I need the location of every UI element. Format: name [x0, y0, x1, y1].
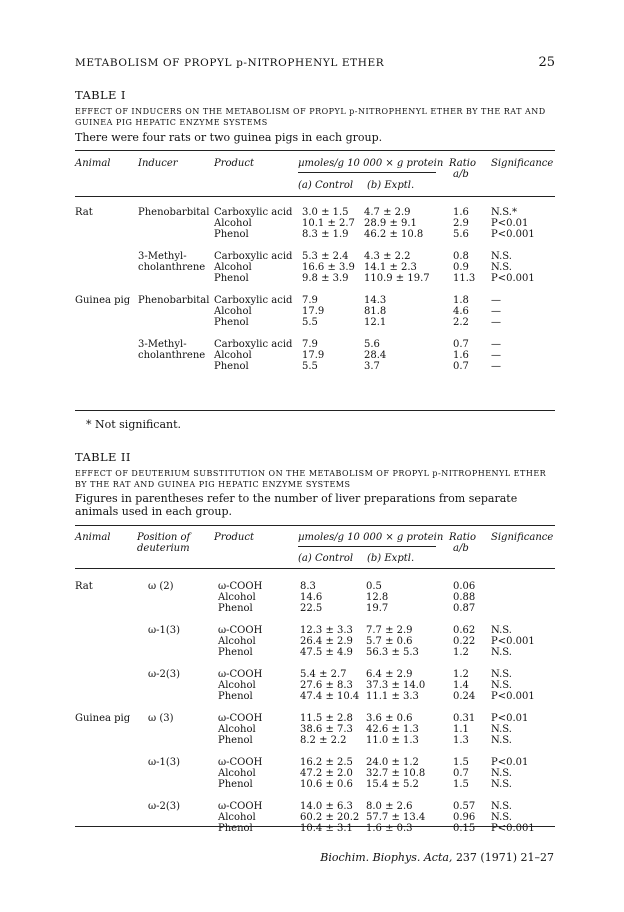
- table2-cell-significance: N.S.: [491, 680, 512, 691]
- table2-cell-exptl: 1.6 ± 0.3: [366, 823, 413, 834]
- table2-cell-ratio: 1.4: [453, 680, 469, 691]
- table2-cell-control: 60.2 ± 20.2: [300, 812, 360, 823]
- table1-cell-exptl: 110.9 ± 19.7: [364, 273, 430, 284]
- table1-cell-control: 7.9: [302, 295, 318, 306]
- table2-cell-product: Alcohol: [218, 724, 256, 735]
- table1-cell-exptl: 14.3: [364, 295, 387, 306]
- table2-cell-ratio: 1.3: [453, 735, 469, 746]
- table2-cell-product: ω-COOH: [218, 581, 263, 592]
- table1-cell-significance: P<0.001: [491, 273, 535, 284]
- table2-cell-ratio: 0.96: [453, 812, 476, 823]
- table2-header-deuterium: deuterium: [137, 543, 190, 554]
- table2-cell-exptl: 32.7 ± 10.8: [366, 768, 426, 779]
- table2-cell-control: 22.5: [300, 603, 323, 614]
- table2-cell-control: 10.4 ± 3.1: [300, 823, 353, 834]
- table2-cell-significance: P<0.001: [491, 636, 535, 647]
- table1-cell-product: Phenol: [214, 361, 249, 372]
- table2-cell-ratio: 0.31: [453, 713, 476, 724]
- table2-cell-significance: N.S.: [491, 669, 512, 680]
- table1-bottom-rule: [75, 410, 555, 411]
- table1-cell-exptl: 4.7 ± 2.9: [364, 207, 411, 218]
- page-number: 25: [538, 55, 555, 70]
- table1-title: EFFECT OF INDUCERS ON THE METABOLISM OF PROPYL p-NITROPHENYL ETHER BY THE RAT AND GUINEA PIG HEPATIC ENZYME SYSTEMS: [75, 107, 546, 127]
- journal-reference: 237 (1971) 21–27: [455, 851, 554, 864]
- table1-cell-animal: Rat: [75, 207, 93, 218]
- table2-header-control: (a) Control: [298, 553, 354, 564]
- table2-cell-control: 8.3: [300, 581, 316, 592]
- table1-header-subrule: [298, 172, 436, 173]
- table2-title: EFFECT OF DEUTERIUM SUBSTITUTION ON THE METABOLISM OF PROPYL p-NITROPHENYL ETHER BY THE RAT AND GUINEA PIG HEPATIC ENZYME SYSTEMS: [75, 469, 547, 489]
- table2-cell-control: 11.5 ± 2.8: [300, 713, 353, 724]
- table2-top-rule: [75, 525, 555, 526]
- table1-cell-exptl: 4.3 ± 2.2: [364, 251, 411, 262]
- table2-cell-significance: P<0.001: [491, 691, 535, 702]
- table2-cell-product: Phenol: [218, 735, 253, 746]
- table1-cell-control: 17.9: [302, 306, 325, 317]
- table2-cell-exptl: 7.7 ± 2.9: [366, 625, 413, 636]
- table1-cell-product: Carboxylic acid: [214, 251, 293, 262]
- journal-citation: [320, 851, 554, 864]
- table1-cell-significance: —: [491, 339, 501, 350]
- table2-cell-significance: P<0.01: [491, 757, 529, 768]
- table2-cell-exptl: 56.3 ± 5.3: [366, 647, 419, 658]
- table2-cell-control: 8.2 ± 2.2: [300, 735, 347, 746]
- table1-cell-product: Alcohol: [214, 262, 252, 273]
- table1-cell-inducer: 3-Methyl-: [138, 339, 187, 350]
- table2-cell-control: 47.4 ± 10.4: [300, 691, 360, 702]
- table2-header-rule: [75, 568, 555, 569]
- table1-cell-exptl: 81.8: [364, 306, 387, 317]
- table2-cell-exptl: 11.0 ± 1.3: [366, 735, 419, 746]
- table1-cell-control: 10.1 ± 2.7: [302, 218, 355, 229]
- table1-cell-inducer: Phenobarbital: [138, 207, 210, 218]
- table1-cell-significance: P<0.01: [491, 218, 529, 229]
- table2-cell-product: Alcohol: [218, 680, 256, 691]
- table2-cell-ratio: 1.1: [453, 724, 469, 735]
- table2-cell-product: ω-COOH: [218, 669, 263, 680]
- table1-header-rule: [75, 196, 555, 197]
- table2-cell-product: Phenol: [218, 779, 253, 790]
- table2-cell-significance: N.S.: [491, 779, 512, 790]
- table1-cell-control: 3.0 ± 1.5: [302, 207, 349, 218]
- table2-cell-ratio: 0.88: [453, 592, 476, 603]
- table1-cell-product: Alcohol: [214, 350, 252, 361]
- table2-cell-product: Phenol: [218, 603, 253, 614]
- table2-cell-product: ω-COOH: [218, 801, 263, 812]
- table2-header-product: Product: [214, 532, 254, 543]
- table1-header-product: Product: [214, 158, 254, 169]
- table2-cell-significance: P<0.01: [491, 713, 529, 724]
- table2-cell-exptl: 0.5: [366, 581, 382, 592]
- table1-header-ratio: Ratio: [449, 158, 476, 169]
- table1-cell-exptl: 3.7: [364, 361, 380, 372]
- table1-top-rule: [75, 150, 555, 151]
- table1-label: TABLE I: [75, 88, 126, 102]
- table1-cell-product: Phenol: [214, 317, 249, 328]
- table2-cell-control: 26.4 ± 2.9: [300, 636, 353, 647]
- table2-cell-ratio: 0.7: [453, 768, 469, 779]
- table1-cell-product: Alcohol: [214, 306, 252, 317]
- table2-cell-control: 38.6 ± 7.3: [300, 724, 353, 735]
- table2-cell-exptl: 37.3 ± 14.0: [366, 680, 426, 691]
- table2-cell-ratio: 0.62: [453, 625, 476, 636]
- table1-cell-ratio: 4.6: [453, 306, 469, 317]
- table2-cell-ratio: 0.24: [453, 691, 476, 702]
- table2-cell-exptl: 12.8: [366, 592, 389, 603]
- table1-cell-product: Carboxylic acid: [214, 295, 293, 306]
- table2-cell-position: ω-2(3): [148, 669, 181, 680]
- table2-cell-ratio: 1.2: [453, 647, 469, 658]
- table2-cell-control: 47.2 ± 2.0: [300, 768, 353, 779]
- table1-header-animal: Animal: [75, 158, 111, 169]
- table2-label: TABLE II: [75, 450, 131, 464]
- table2-cell-control: 14.6: [300, 592, 323, 603]
- table1-cell-significance: —: [491, 295, 501, 306]
- table1-cell-significance: —: [491, 306, 501, 317]
- table1-cell-significance: —: [491, 350, 501, 361]
- table2-cell-product: Alcohol: [218, 812, 256, 823]
- table2-header-significance: Significance: [491, 532, 554, 543]
- table1-cell-control: 5.5: [302, 361, 318, 372]
- table2-header-position: Position of: [137, 532, 191, 543]
- running-head-title: METABOLISM OF PROPYL p-NITROPHENYL ETHER: [75, 57, 385, 69]
- table1-note: There were four rats or two guinea pigs in each group.: [75, 131, 383, 144]
- table2-cell-ratio: 0.22: [453, 636, 476, 647]
- table2-cell-significance: N.S.: [491, 735, 512, 746]
- table1-cell-ratio: 2.2: [453, 317, 469, 328]
- table2-cell-position: ω-1(3): [148, 625, 181, 636]
- table2-header-exptl: (b) Exptl.: [367, 553, 415, 564]
- table1-cell-ratio: 1.6: [453, 207, 469, 218]
- table2-cell-product: Alcohol: [218, 592, 256, 603]
- table2-cell-animal: Guinea pig: [75, 713, 131, 724]
- table1-cell-control: 8.3 ± 1.9: [302, 229, 349, 240]
- table1-cell-control: 5.5: [302, 317, 318, 328]
- table1-cell-ratio: 0.9: [453, 262, 469, 273]
- table2-cell-product: Alcohol: [218, 768, 256, 779]
- table1-header-exptl: (b) Exptl.: [367, 180, 415, 191]
- table2-header-ratio: Ratio: [449, 532, 476, 543]
- table1-cell-ratio: 11.3: [453, 273, 476, 284]
- table2-cell-significance: N.S.: [491, 724, 512, 735]
- table1-cell-inducer: Phenobarbital: [138, 295, 210, 306]
- table2-cell-exptl: 42.6 ± 1.3: [366, 724, 419, 735]
- table2-cell-exptl: 24.0 ± 1.2: [366, 757, 419, 768]
- table2-note: Figures in parentheses refer to the number of liver preparations from separate animals used in each group.: [75, 492, 518, 518]
- table1-cell-inducer: cholanthrene: [138, 262, 206, 273]
- table2-cell-control: 27.6 ± 8.3: [300, 680, 353, 691]
- table1-cell-exptl: 14.1 ± 2.3: [364, 262, 417, 273]
- table1-cell-inducer: cholanthrene: [138, 350, 206, 361]
- table1-cell-product: Carboxylic acid: [214, 207, 293, 218]
- table2-cell-position: ω-2(3): [148, 801, 181, 812]
- table1-cell-exptl: 28.9 ± 9.1: [364, 218, 417, 229]
- table1-cell-exptl: 46.2 ± 10.8: [364, 229, 424, 240]
- table2-cell-exptl: 8.0 ± 2.6: [366, 801, 413, 812]
- running-head: [75, 57, 555, 69]
- table2-cell-exptl: 15.4 ± 5.2: [366, 779, 419, 790]
- table2-cell-product: Alcohol: [218, 636, 256, 647]
- table1-header-inducer: Inducer: [138, 158, 178, 169]
- table1-cell-significance: N.S.: [491, 251, 512, 262]
- table2-cell-significance: N.S.: [491, 812, 512, 823]
- table1-cell-significance: —: [491, 361, 501, 372]
- table2-cell-product: ω-COOH: [218, 757, 263, 768]
- table1-cell-ratio: 0.7: [453, 361, 469, 372]
- table1-cell-ratio: 0.8: [453, 251, 469, 262]
- table1-cell-exptl: 12.1: [364, 317, 387, 328]
- table2-cell-ratio: 1.5: [453, 779, 469, 790]
- table1-cell-product: Alcohol: [214, 218, 252, 229]
- table1-cell-significance: —: [491, 317, 501, 328]
- table2-cell-significance: N.S.: [491, 647, 512, 658]
- table2-cell-animal: Rat: [75, 581, 93, 592]
- table1-footnote: * Not significant.: [86, 418, 182, 431]
- table2-header-animal: Animal: [75, 532, 111, 543]
- table2-cell-control: 5.4 ± 2.7: [300, 669, 347, 680]
- table2-cell-ratio: 0.06: [453, 581, 476, 592]
- table2-cell-ratio: 0.87: [453, 603, 476, 614]
- table2-cell-exptl: 19.7: [366, 603, 389, 614]
- table2-cell-control: 14.0 ± 6.3: [300, 801, 353, 812]
- table1-header-control: (a) Control: [298, 180, 354, 191]
- table2-cell-product: Phenol: [218, 691, 253, 702]
- table1-header-ratio-ab: a/b: [453, 169, 469, 180]
- table1-cell-exptl: 5.6: [364, 339, 380, 350]
- table1-cell-product: Phenol: [214, 273, 249, 284]
- table2-cell-control: 16.2 ± 2.5: [300, 757, 353, 768]
- table1-cell-significance: N.S.: [491, 262, 512, 273]
- table1-cell-ratio: 0.7: [453, 339, 469, 350]
- table2-header-umoles: µmoles/g 10 000 × g protein: [298, 532, 444, 543]
- table2-cell-ratio: 1.5: [453, 757, 469, 768]
- table2-cell-exptl: 11.1 ± 3.3: [366, 691, 419, 702]
- table2-cell-ratio: 0.57: [453, 801, 476, 812]
- table1-cell-exptl: 28.4: [364, 350, 387, 361]
- table2-header-subrule: [298, 546, 436, 547]
- table1-cell-control: 5.3 ± 2.4: [302, 251, 349, 262]
- table2-cell-significance: N.S.: [491, 801, 512, 812]
- table1-cell-product: Carboxylic acid: [214, 339, 293, 350]
- table2-cell-position: ω-1(3): [148, 757, 181, 768]
- table2-cell-exptl: 3.6 ± 0.6: [366, 713, 413, 724]
- table1-cell-control: 7.9: [302, 339, 318, 350]
- table2-cell-significance: P<0.001: [491, 823, 535, 834]
- table2-cell-product: ω-COOH: [218, 625, 263, 636]
- table1-cell-ratio: 1.6: [453, 350, 469, 361]
- table2-cell-exptl: 5.7 ± 0.6: [366, 636, 413, 647]
- table1-cell-control: 16.6 ± 3.9: [302, 262, 355, 273]
- table1-cell-significance: N.S.*: [491, 207, 517, 218]
- table1-cell-ratio: 5.6: [453, 229, 469, 240]
- table1-cell-animal: Guinea pig: [75, 295, 131, 306]
- table2-cell-product: Phenol: [218, 823, 253, 834]
- table2-cell-ratio: 0.15: [453, 823, 476, 834]
- table2-cell-control: 12.3 ± 3.3: [300, 625, 353, 636]
- table2-cell-control: 47.5 ± 4.9: [300, 647, 353, 658]
- table1-cell-significance: P<0.001: [491, 229, 535, 240]
- table2-cell-position: ω (2): [148, 581, 174, 592]
- table1-header-umoles: µmoles/g 10 000 × g protein: [298, 158, 444, 169]
- table2-bottom-rule: [75, 826, 555, 827]
- table1-cell-inducer: 3-Methyl-: [138, 251, 187, 262]
- journal-name: Biochim. Biophys. Acta,: [320, 851, 453, 864]
- table2-cell-product: ω-COOH: [218, 713, 263, 724]
- table2-cell-significance: N.S.: [491, 625, 512, 636]
- table2-cell-exptl: 57.7 ± 13.4: [366, 812, 426, 823]
- table2-cell-position: ω (3): [148, 713, 174, 724]
- table2-cell-product: Phenol: [218, 647, 253, 658]
- table1-cell-ratio: 1.8: [453, 295, 469, 306]
- table2-cell-significance: N.S.: [491, 768, 512, 779]
- table1-cell-ratio: 2.9: [453, 218, 469, 229]
- table1-cell-control: 9.8 ± 3.9: [302, 273, 349, 284]
- table2-cell-exptl: 6.4 ± 2.9: [366, 669, 413, 680]
- table2-cell-control: 10.6 ± 0.6: [300, 779, 353, 790]
- table2-header-ratio-ab: a/b: [453, 543, 469, 554]
- table1-cell-control: 17.9: [302, 350, 325, 361]
- table1-cell-product: Phenol: [214, 229, 249, 240]
- table1-header-significance: Significance: [491, 158, 554, 169]
- table2-cell-ratio: 1.2: [453, 669, 469, 680]
